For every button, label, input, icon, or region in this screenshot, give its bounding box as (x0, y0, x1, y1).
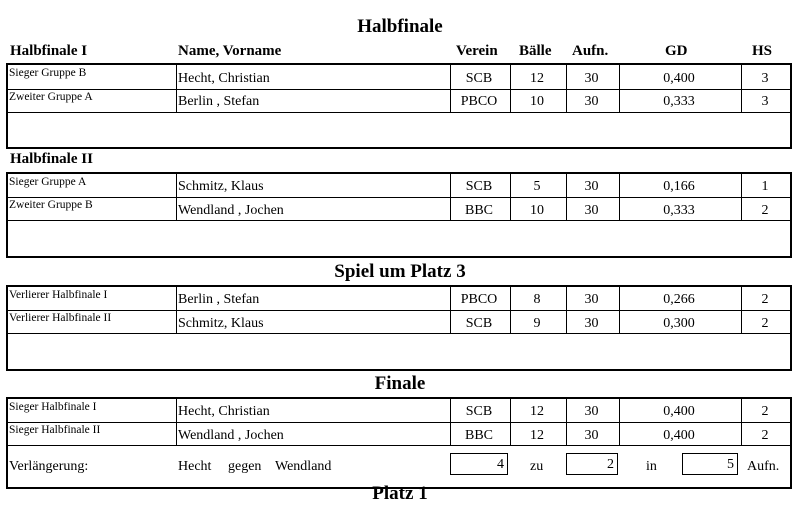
finale-row1-name: Hecht, Christian (178, 404, 270, 419)
hf2-row2-label: Zweiter Gruppe B (9, 199, 93, 211)
hf2-row2-gd: 0,333 (663, 203, 695, 218)
finale-row2-gd: 0,400 (663, 428, 695, 443)
finale-row1-label: Sieger Halbfinale I (9, 401, 97, 413)
hf1-row2-baelle: 10 (530, 94, 544, 109)
finale-row2-hs: 2 (761, 428, 769, 443)
hf2-row1-aufn: 30 (584, 179, 599, 194)
hf2-row2-aufn: 30 (584, 203, 599, 218)
hf2-row1-label: Sieger Gruppe A (9, 176, 87, 188)
header-gd: GD (665, 43, 688, 59)
platz3-row1-label: Verlierer Halbfinale I (9, 289, 108, 301)
platz3-row1-verein: PBCO (460, 292, 498, 307)
hf1-row1-baelle: 12 (530, 71, 544, 86)
platz3-row1-name: Berlin , Stefan (178, 292, 260, 307)
halbfinale-2-label: Halbfinale II (10, 151, 93, 167)
hf1-row2-name: Berlin , Stefan (178, 94, 260, 109)
hf1-row2-hs: 3 (761, 94, 769, 109)
hf2-row2-verein: BBC (464, 203, 493, 218)
hf2-row1-gd: 0,166 (663, 179, 695, 194)
header-hs: HS (752, 43, 773, 59)
header-aufn: Aufn. (572, 43, 609, 59)
hf1-row1-hs: 3 (761, 71, 769, 86)
finale-row2-aufn: 30 (584, 428, 599, 443)
hf1-row2-verein: PBCO (460, 94, 498, 109)
hf2-row1-verein: SCB (465, 179, 493, 194)
hf2-row2-baelle: 10 (530, 203, 544, 218)
finale-row2-name: Wendland , Jochen (178, 428, 284, 443)
next-section-title: Platz 1 (372, 483, 428, 504)
verlaengerung-player1: Hecht (178, 459, 212, 474)
hf1-row1-aufn: 30 (584, 71, 599, 86)
platz3-row1-hs: 2 (761, 292, 769, 307)
hf2-row2-hs: 2 (761, 203, 769, 218)
platz3-row1-baelle: 8 (533, 292, 541, 307)
finale-row1-hs: 2 (761, 404, 769, 419)
platz3-row2-baelle: 9 (533, 316, 541, 331)
hf1-row1-verein: SCB (465, 71, 493, 86)
hf2-row2-name: Wendland , Jochen (178, 203, 284, 218)
header-name: Name, Vorname (178, 43, 282, 59)
platz3-title: Spiel um Platz 3 (334, 261, 466, 282)
finale-row1-baelle: 12 (530, 404, 544, 419)
finale-row2-verein: BBC (464, 428, 493, 443)
platz3-row2-gd: 0,300 (663, 316, 695, 331)
platz3-row1-gd: 0,266 (663, 292, 695, 307)
verlaengerung-zu: zu (530, 459, 544, 474)
finale-row1-verein: SCB (465, 404, 493, 419)
platz3-row2-verein: SCB (465, 316, 493, 331)
hf1-row1-gd: 0,400 (663, 71, 695, 86)
finale-row2-label: Sieger Halbfinale II (9, 424, 101, 436)
header-baelle: Bälle (519, 43, 552, 59)
hf1-row2-label: Zweiter Gruppe A (9, 91, 93, 103)
platz3-row1-aufn: 30 (584, 292, 599, 307)
verlaengerung-score1-field[interactable]: 4 (450, 453, 508, 475)
finale-title: Finale (374, 373, 426, 394)
finale-row2-baelle: 12 (530, 428, 544, 443)
hf2-row1-hs: 1 (761, 179, 769, 194)
platz3-row2-label: Verlierer Halbfinale II (9, 312, 112, 324)
platz3-row2-hs: 2 (761, 316, 769, 331)
header-verein: Verein (456, 43, 498, 59)
hf1-row1-name: Hecht, Christian (178, 71, 270, 86)
hf1-row2-gd: 0,333 (663, 94, 695, 109)
verlaengerung-label: Verlängerung: (9, 459, 89, 474)
finale-row1-aufn: 30 (584, 404, 599, 419)
hf2-row1-baelle: 5 (533, 179, 541, 194)
hf1-row2-aufn: 30 (584, 94, 599, 109)
verlaengerung-player2: Wendland (275, 459, 332, 474)
platz3-row2-name: Schmitz, Klaus (178, 316, 264, 331)
verlaengerung-aufn-field[interactable]: 5 (682, 453, 738, 475)
finale-row1-gd: 0,400 (663, 404, 695, 419)
hf2-row1-name: Schmitz, Klaus (178, 179, 264, 194)
hf1-row1-label: Sieger Gruppe B (9, 67, 87, 79)
verlaengerung-in: in (646, 459, 657, 474)
platz3-row2-aufn: 30 (584, 316, 599, 331)
verlaengerung-aufn-label: Aufn. (747, 459, 780, 474)
verlaengerung-gegen: gegen (228, 459, 262, 474)
header-group: Halbfinale I (10, 43, 88, 59)
verlaengerung-score2-field[interactable]: 2 (566, 453, 618, 475)
page-title: Halbfinale (357, 16, 443, 37)
